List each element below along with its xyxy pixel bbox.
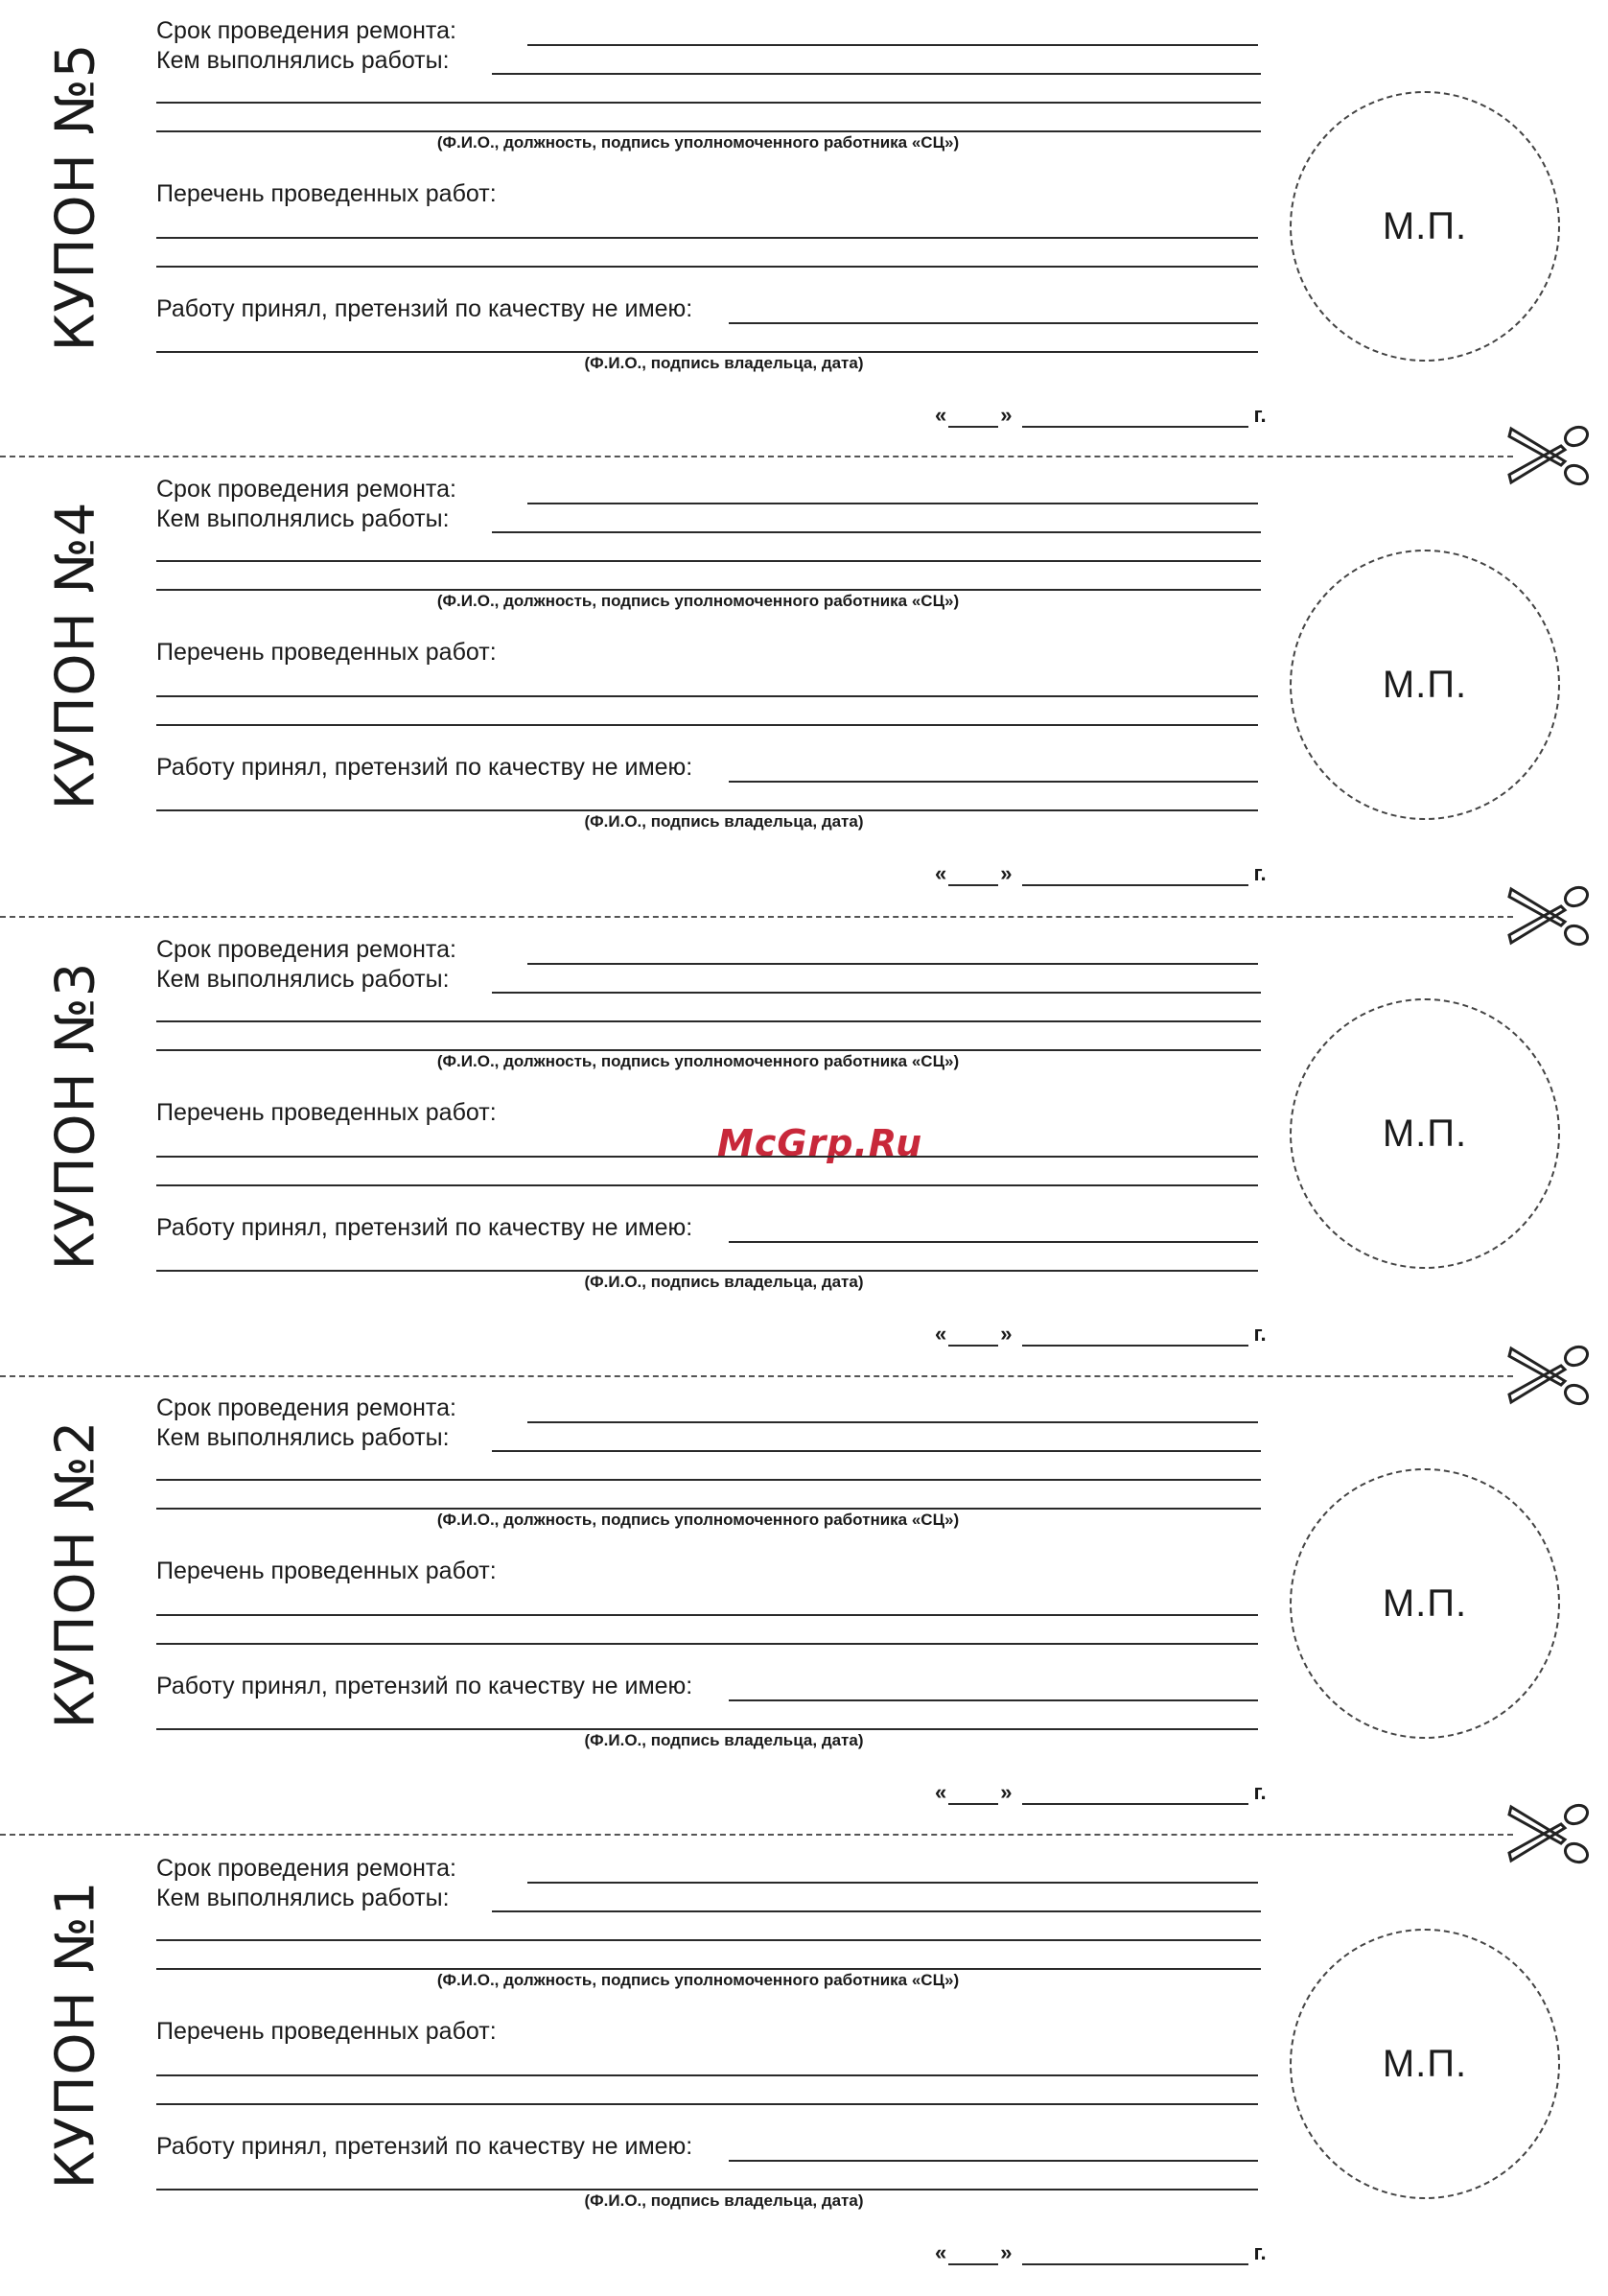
performed-by-label: Кем выполнялись работы: — [156, 1885, 454, 1912]
works-list-field-line-2[interactable] — [156, 2103, 1258, 2105]
stamp-circle — [1290, 550, 1560, 820]
works-list-label: Перечень проведенных работ: — [156, 180, 501, 208]
date-day-field[interactable] — [948, 409, 998, 428]
owner-signature-caption: (Ф.И.О., подпись владельца, дата) — [584, 1731, 864, 1749]
date-open-quote: « — [935, 2240, 947, 2264]
performed-by-field-line-2[interactable] — [156, 1479, 1261, 1481]
year-suffix: г. — [1253, 1322, 1267, 1346]
coupon-title — [46, 919, 105, 1312]
owner-signature-caption: (Ф.И.О., подпись владельца, дата) — [584, 812, 864, 831]
date-open-quote: « — [935, 861, 947, 885]
works-list-label: Перечень проведенных работ: — [156, 2018, 501, 2046]
scissors-icon — [1507, 1801, 1594, 1868]
stamp-circle — [1290, 91, 1560, 362]
performed-by-field-line-2[interactable] — [156, 102, 1261, 104]
date-day-field[interactable] — [948, 1327, 998, 1347]
works-list-label: Перечень проведенных работ: — [156, 1099, 501, 1127]
performed-by-field-line-2[interactable] — [156, 1939, 1261, 1941]
date-row — [935, 403, 1267, 428]
staff-signature-caption: (Ф.И.О., должность, подпись уполномоченного работника «СЦ») — [436, 592, 960, 610]
performed-by-field[interactable] — [492, 1910, 1261, 1912]
staff-signature-caption: (Ф.И.О., должность, подпись уполномоченного работника «СЦ») — [436, 1971, 960, 1989]
performed-by-field[interactable] — [492, 992, 1261, 994]
staff-signature-caption: (Ф.И.О., должность, подпись уполномоченного работника «СЦ») — [436, 1052, 960, 1070]
stamp-circle — [1290, 1468, 1560, 1739]
coupon-title — [46, 0, 105, 393]
works-list-field-line-1[interactable] — [156, 2074, 1258, 2076]
year-suffix: г. — [1253, 1780, 1267, 1804]
performed-by-label: Кем выполнялись работы: — [156, 1424, 454, 1452]
coupon-title-text: КУПОН №5 — [44, 42, 107, 351]
coupon-title — [46, 458, 105, 852]
date-row — [935, 861, 1267, 886]
works-list-field-line-1[interactable] — [156, 1156, 1258, 1158]
performed-by-label: Кем выполнялись работы: — [156, 47, 454, 75]
coupon-title — [46, 1377, 105, 1770]
acceptance-field-line-2[interactable] — [156, 351, 1258, 353]
date-row — [935, 1780, 1267, 1805]
acceptance-field[interactable] — [729, 2160, 1258, 2162]
cut-line — [0, 456, 1513, 457]
performed-by-field-line-3[interactable] — [156, 589, 1261, 591]
stamp-label: М.П. — [1382, 1112, 1468, 1155]
stamp-label: М.П. — [1382, 663, 1468, 706]
works-list-field-line-2[interactable] — [156, 1643, 1258, 1645]
acceptance-field-line-2[interactable] — [156, 1270, 1258, 1272]
acceptance-label: Работу принял, претензий по качеству не имею: — [156, 754, 696, 782]
performed-by-field-line-3[interactable] — [156, 1508, 1261, 1510]
performed-by-field-line-3[interactable] — [156, 130, 1261, 132]
date-month-field[interactable] — [1022, 409, 1248, 428]
works-list-label: Перечень проведенных работ: — [156, 639, 501, 667]
coupon-title — [46, 1838, 105, 2231]
acceptance-field[interactable] — [729, 1241, 1258, 1243]
works-list-label: Перечень проведенных работ: — [156, 1558, 501, 1585]
repair-period-field[interactable] — [527, 503, 1258, 504]
acceptance-field[interactable] — [729, 322, 1258, 324]
date-month-field[interactable] — [1022, 2246, 1248, 2265]
works-list-field-line-2[interactable] — [156, 1184, 1258, 1186]
acceptance-label: Работу принял, претензий по качеству не имею: — [156, 295, 696, 323]
scissors-icon — [1507, 883, 1594, 950]
date-row — [935, 1322, 1267, 1347]
date-month-field[interactable] — [1022, 1327, 1248, 1347]
works-list-field-line-1[interactable] — [156, 1614, 1258, 1616]
coupon-title-text: КУПОН №4 — [44, 501, 107, 809]
cut-line — [0, 1375, 1513, 1377]
repair-period-label: Срок проведения ремонта: — [156, 476, 460, 504]
acceptance-field[interactable] — [729, 1699, 1258, 1701]
date-month-field[interactable] — [1022, 1786, 1248, 1805]
performed-by-field[interactable] — [492, 1450, 1261, 1452]
scissors-icon — [1507, 1343, 1594, 1410]
owner-signature-caption: (Ф.И.О., подпись владельца, дата) — [584, 2191, 864, 2210]
date-open-quote: « — [935, 403, 947, 427]
repair-period-label: Срок проведения ремонта: — [156, 1394, 460, 1422]
coupon — [0, 0, 1608, 458]
date-close-quote: » — [1000, 1780, 1013, 1804]
acceptance-field-line-2[interactable] — [156, 809, 1258, 811]
year-suffix: г. — [1253, 403, 1267, 427]
staff-signature-caption: (Ф.И.О., должность, подпись уполномоченного работника «СЦ») — [436, 133, 960, 152]
cut-line — [0, 1834, 1513, 1836]
repair-period-field[interactable] — [527, 1421, 1258, 1423]
watermark: McGrp.Ru — [717, 1122, 923, 1164]
date-day-field[interactable] — [948, 867, 998, 886]
performed-by-label: Кем выполнялись работы: — [156, 505, 454, 533]
repair-period-field[interactable] — [527, 963, 1258, 965]
coupon — [0, 1377, 1608, 1836]
stamp-label: М.П. — [1382, 204, 1468, 247]
date-close-quote: » — [1000, 1322, 1013, 1346]
year-suffix: г. — [1253, 2240, 1267, 2264]
date-day-field[interactable] — [948, 2246, 998, 2265]
staff-signature-caption: (Ф.И.О., должность, подпись уполномоченного работника «СЦ») — [436, 1511, 960, 1529]
date-close-quote: » — [1000, 2240, 1013, 2264]
acceptance-field-line-2[interactable] — [156, 2189, 1258, 2191]
works-list-field-line-1[interactable] — [156, 237, 1258, 239]
date-close-quote: » — [1000, 861, 1013, 885]
coupon-title-text: КУПОН №3 — [44, 961, 107, 1270]
date-row — [935, 2240, 1267, 2265]
stamp-label: М.П. — [1382, 1581, 1468, 1625]
repair-period-field[interactable] — [527, 44, 1258, 46]
owner-signature-caption: (Ф.И.О., подпись владельца, дата) — [584, 1273, 864, 1291]
repair-period-label: Срок проведения ремонта: — [156, 936, 460, 964]
acceptance-field-line-2[interactable] — [156, 1728, 1258, 1730]
owner-signature-caption: (Ф.И.О., подпись владельца, дата) — [584, 354, 864, 372]
stamp-label: М.П. — [1382, 2042, 1468, 2085]
performed-by-field-line-2[interactable] — [156, 1020, 1261, 1022]
cut-line — [0, 916, 1513, 918]
coupon-title-text: КУПОН №2 — [44, 1419, 107, 1728]
year-suffix: г. — [1253, 861, 1267, 885]
acceptance-label: Работу принял, претензий по качеству не имею: — [156, 1214, 696, 1242]
works-list-field-line-2[interactable] — [156, 724, 1258, 726]
stamp-circle — [1290, 1929, 1560, 2199]
date-open-quote: « — [935, 1322, 947, 1346]
acceptance-label: Работу принял, претензий по качеству не имею: — [156, 2133, 696, 2161]
date-open-quote: « — [935, 1780, 947, 1804]
performed-by-field[interactable] — [492, 73, 1261, 75]
acceptance-label: Работу принял, претензий по качеству не имею: — [156, 1673, 696, 1700]
performed-by-field-line-3[interactable] — [156, 1049, 1261, 1051]
performed-by-field-line-2[interactable] — [156, 560, 1261, 562]
date-close-quote: » — [1000, 403, 1013, 427]
works-list-field-line-1[interactable] — [156, 695, 1258, 697]
coupon-title-text: КУПОН №1 — [44, 1880, 107, 2189]
date-month-field[interactable] — [1022, 867, 1248, 886]
repair-period-field[interactable] — [527, 1882, 1258, 1884]
stamp-circle — [1290, 998, 1560, 1269]
coupon — [0, 458, 1608, 917]
performed-by-field-line-3[interactable] — [156, 1968, 1261, 1970]
works-list-field-line-2[interactable] — [156, 266, 1258, 268]
acceptance-field[interactable] — [729, 781, 1258, 783]
repair-period-label: Срок проведения ремонта: — [156, 17, 460, 45]
scissors-icon — [1507, 423, 1594, 490]
performed-by-label: Кем выполнялись работы: — [156, 966, 454, 994]
performed-by-field[interactable] — [492, 531, 1261, 533]
coupon — [0, 1838, 1608, 2296]
repair-period-label: Срок проведения ремонта: — [156, 1855, 460, 1883]
date-day-field[interactable] — [948, 1786, 998, 1805]
